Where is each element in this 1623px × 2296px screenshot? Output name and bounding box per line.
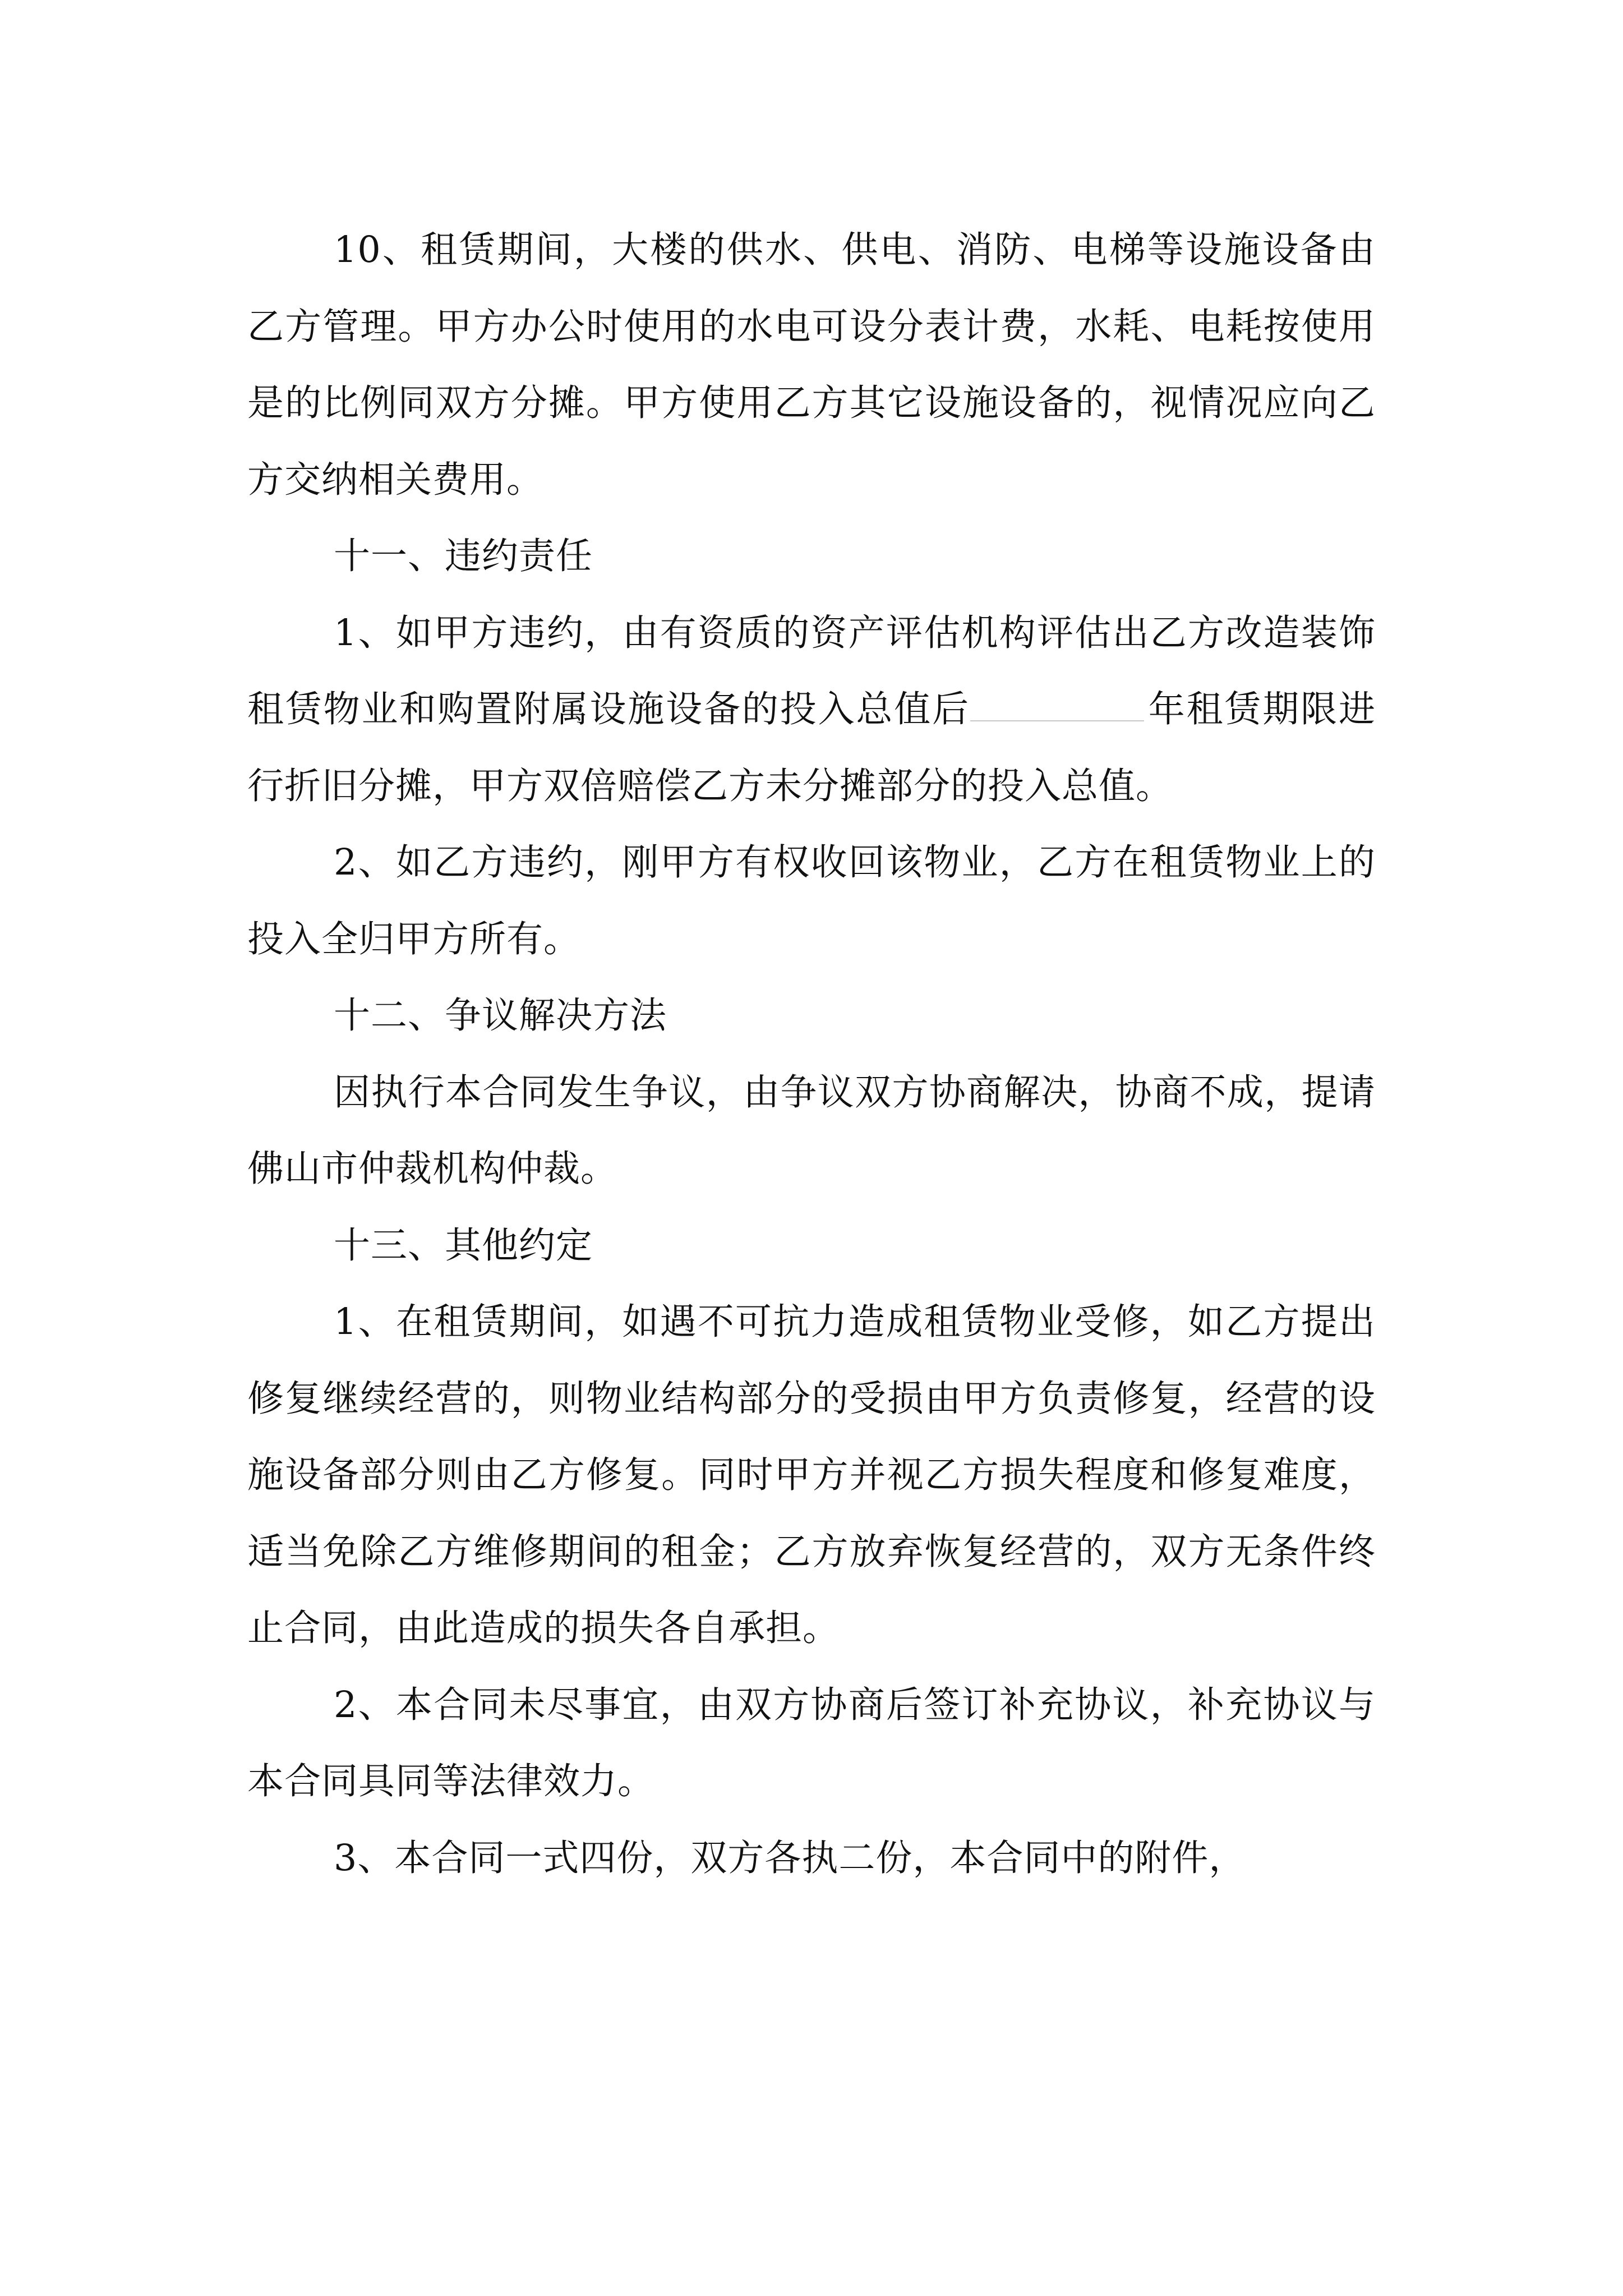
section-13-item-2-paragraph: 2、本合同未尽事宜，由双方协商后签订补充协议，补充协议与本合同具同等法律效力。 (247, 1683, 1376, 1802)
section-11-item-1-paragraph (247, 595, 1376, 825)
section-13-item-3-paragraph: 3、本合同一式四份，双方各执二份，本合同中的附件， (334, 1837, 1246, 1879)
section-11-heading: 十一、违约责任 (334, 535, 593, 577)
document-page (247, 212, 1376, 1897)
fill-in-blank (970, 720, 1144, 721)
section-11-item-2-paragraph: 2、如乙方违约，刚甲方有权收回该物业，乙方在租赁物业上的投入全归甲方所有。 (247, 841, 1376, 960)
section-13-item-1-paragraph: 1、在租赁期间，如遇不可抗力造成租赁物业受修，如乙方提出修复继续经营的，则物业结构部分的受损由甲方负责修复，经营的设施设备部分则由乙方修复。同时甲方并视乙方损失程度和修复难度，适当免除乙方维修期间的租金；乙方放弃恢复经营的，双方无条件终止合同，由此造成的损失各自承担。 (247, 1301, 1376, 1649)
section-11-item-1-text: 1、如甲方违约，由有资质的资产评估机构评估出乙方改造装饰租赁物业和购置附属设施设备的投入总值后 (247, 611, 1376, 730)
section-13-heading: 十三、其他约定 (334, 1224, 593, 1267)
section-12-paragraph: 因执行本合同发生争议，由争议双方协商解决，协商不成，提请佛山市仲裁机构仲裁。 (247, 1071, 1376, 1190)
clause-10-paragraph: 10、租赁期间，大楼的供水、供电、消防、电梯等设施设备由乙方管理。甲方办公时使用的水电可设分表计费，水耗、电耗按使用是的比例同双方分摊。甲方使用乙方其它设施设备的，视情况应向乙方交纳相关费用。 (247, 229, 1376, 501)
section-12-heading: 十二、争议解决方法 (334, 995, 667, 1037)
section-11-item-1-continuation: 年租赁期限进行折旧分摊，甲方双倍赔偿乙方未分摊部分的投入总值。 (247, 688, 1376, 807)
